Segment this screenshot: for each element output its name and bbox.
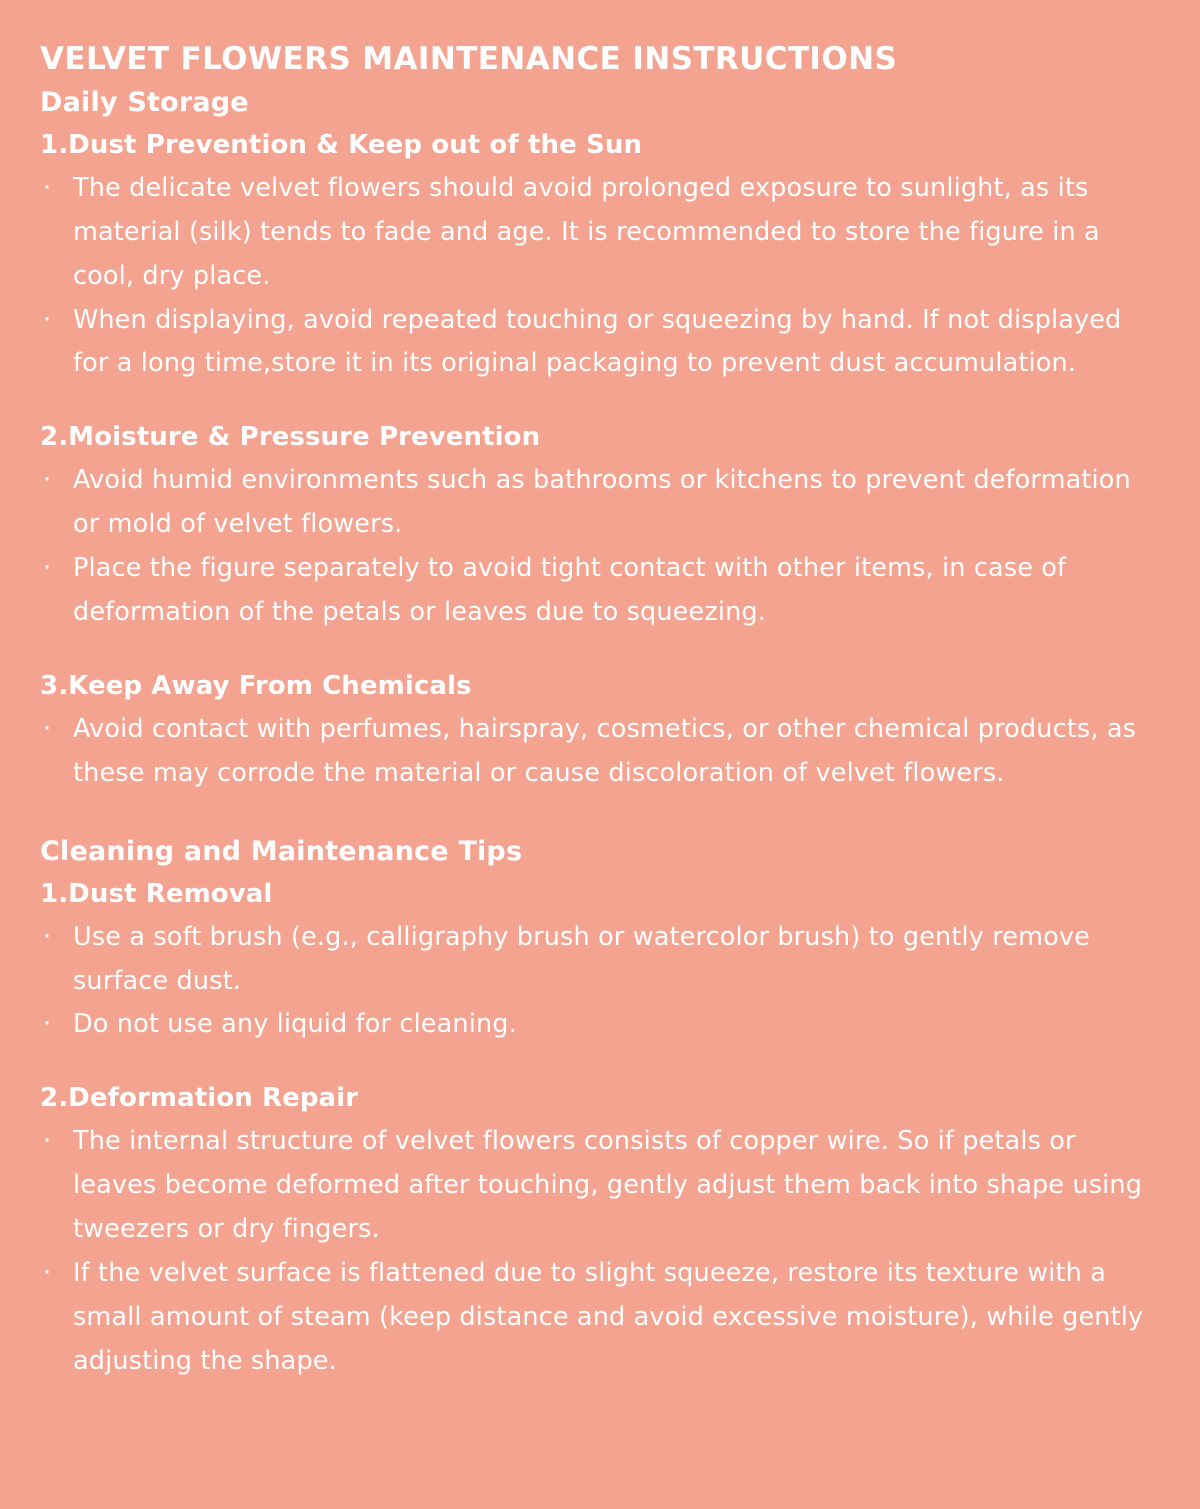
instruction-item [40,420,1160,635]
bullet-dot-icon: · [43,1258,52,1289]
list-item-text: The delicate velvet flowers should avoid prolonged exposure to sunlight, as its material (silk) tends to fade and age. It is recommended to store the figure in a cool, dry place. [73,172,1100,291]
list-item [40,916,1160,1004]
instruction-item [40,128,1160,386]
instruction-item [40,669,1160,796]
item-title: 1.Dust Prevention & Keep out of the Sun [40,129,643,160]
section-heading-cleaning-tips: Cleaning and Maintenance Tips [40,835,523,867]
item-title: 2.Moisture & Pressure Prevention [40,422,541,453]
bullet-dot-icon: · [43,172,52,203]
bullet-dot-icon: · [43,1126,52,1157]
list-item-text: Do not use any liquid for cleaning. [73,1009,517,1040]
bullet-dot-icon: · [43,1009,52,1040]
list-item [40,1003,1160,1047]
list-item [40,167,1160,299]
bullet-dot-icon: · [43,304,52,335]
item-title: 1.Dust Removal [40,878,273,909]
bullet-list [40,916,1160,1048]
list-item-text: Place the figure separately to avoid tight contact with other items, in case of deformation of the petals or leaves due to squeezing. [73,553,1067,627]
list-item [40,459,1160,547]
bullet-list [40,708,1160,796]
list-item-text: If the velvet surface is flattened due to slight squeeze, restore its texture with a small amount of steam (keep distance and avoid excessive moisture), while gently adjusting the shape. [73,1258,1144,1376]
bullet-list [40,167,1160,386]
page-title: VELVET FLOWERS MAINTENANCE INSTRUCTIONS [40,41,898,77]
list-item-text: Avoid contact with perfumes, hairspray, cosmetics, or other chemical products, as these may corrode the material or cause discoloration of velvet flowers. [73,713,1137,788]
list-item [40,1120,1160,1252]
list-item-text: The internal structure of velvet flowers consists of copper wire. So if petals or leaves become deformed after touching, gently adjust them back into shape using tweezers or dry fingers. [73,1126,1143,1245]
list-item [40,708,1160,796]
bullet-dot-icon: · [43,553,52,584]
list-item [40,1252,1160,1384]
list-item [40,547,1160,635]
list-item-text: Avoid humid environments such as bathrooms or kitchens to prevent deformation or mold of velvet flowers. [73,465,1131,540]
bullet-dot-icon: · [43,465,52,496]
item-title: 3.Keep Away From Chemicals [40,670,472,701]
instruction-item [40,877,1160,1048]
list-item [40,299,1160,387]
bullet-dot-icon: · [43,713,52,744]
section-heading-daily-storage: Daily Storage [40,86,249,118]
list-item-text: When displaying, avoid repeated touching or squeezing by hand. If not displayed for a long time,store it in its original packaging to prevent dust accumulation. [73,304,1122,379]
item-title: 2.Deformation Repair [40,1083,359,1114]
bullet-dot-icon: · [43,921,52,952]
bullet-list [40,459,1160,634]
list-item-text: Use a soft brush (e.g., calligraphy brush or watercolor brush) to gently remove surface dust. [73,921,1090,996]
bullet-list [40,1120,1160,1383]
instruction-item [40,1081,1160,1383]
